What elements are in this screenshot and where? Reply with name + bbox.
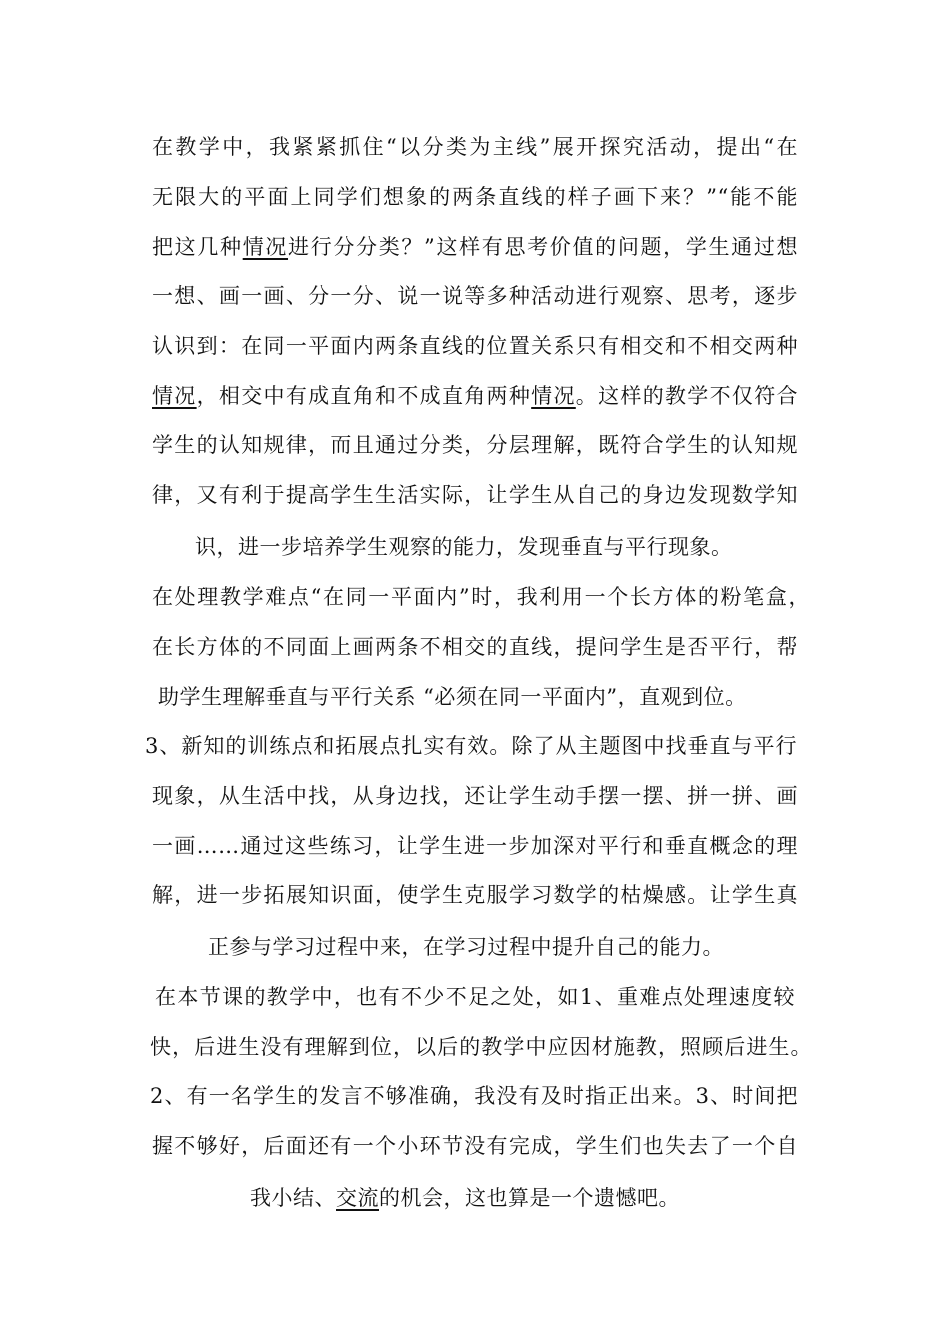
underlined-term: 情况 (531, 384, 576, 408)
text-segment: 无限大的平面上同学们想象的两条直线的样子画下来？”“能不能 (152, 185, 798, 209)
text-line (152, 880, 798, 910)
text-segment: 认识到：在同一平面内两条直线的位置关系只有相交和不相交两种 (152, 334, 798, 358)
text-segment: 的机会，这也算是一个遗憾吧。 (379, 1186, 680, 1210)
underlined-term: 情况 (152, 384, 197, 408)
text-segment: 正参与学习过程中来，在学习过程中提升自己的能力。 (208, 935, 724, 959)
text-line (152, 582, 810, 612)
text-line (152, 182, 798, 212)
text-line (195, 532, 733, 562)
text-segment: 助学生理解垂直与平行关系 “必须在同一平面内”，直观到位。 (158, 685, 747, 709)
text-line (158, 682, 747, 712)
text-line (152, 430, 798, 460)
text-segment: 我小结、 (250, 1186, 336, 1210)
text-line (155, 982, 795, 1012)
text-segment: 2、有一名学生的发言不够准确，我没有及时指正出来。3、时间把 (150, 1084, 798, 1108)
text-line (152, 232, 798, 262)
text-line (152, 1131, 798, 1161)
text-line (150, 1081, 798, 1111)
underlined-term: 情况 (242, 235, 289, 259)
text-segment: 在处理教学难点“在同一平面内”时，我利用一个长方体的粉笔盒， (152, 585, 810, 609)
text-segment: 握不够好，后面还有一个小环节没有完成，学生们也失去了一个自 (152, 1134, 798, 1158)
text-segment: 进行分分类？”这样有思考价值的问题，学生通过想 (288, 235, 799, 259)
text-segment: 把这几种 (152, 235, 243, 259)
text-line (208, 932, 724, 962)
text-line (145, 731, 797, 761)
text-line (152, 381, 798, 411)
text-segment: 3、新知的训练点和拓展点扎实有效。除了从主题图中找垂直与平行 (145, 734, 797, 758)
text-line (152, 480, 798, 510)
text-line (152, 831, 798, 861)
text-line (250, 1183, 680, 1213)
text-segment: 一想、画一画、分一分、说一说等多种活动进行观察、思考，逐步 (152, 284, 798, 308)
text-line (152, 132, 798, 162)
text-segment: 在本节课的教学中，也有不少不足之处，如1、重难点处理速度较 (155, 985, 795, 1009)
text-segment: 一画……通过这些练习，让学生进一步加深对平行和垂直概念的理 (152, 834, 798, 858)
text-line (152, 632, 798, 662)
text-segment: 在长方体的不同面上画两条不相交的直线，提问学生是否平行，帮 (152, 635, 798, 659)
text-segment: 在教学中，我紧紧抓住“以分类为主线”展开探究活动，提出“在 (152, 135, 798, 159)
underlined-term: 交流 (336, 1186, 379, 1210)
text-segment: 识，进一步培养学生观察的能力，发现垂直与平行现象。 (195, 535, 733, 559)
text-segment: 律，又有利于提高学生生活实际，让学生从自己的身边发现数学知 (152, 483, 798, 507)
text-segment: 。这样的教学不仅符合 (575, 384, 799, 408)
text-segment: 解，进一步拓展知识面，使学生克服学习数学的枯燥感。让学生真 (152, 883, 798, 907)
text-segment: 快，后进生没有理解到位，以后的教学中应因材施教，照顾后进生。 (150, 1035, 812, 1059)
text-line (152, 331, 798, 361)
text-line (152, 781, 798, 811)
text-segment: 学生的认知规律，而且通过分类，分层理解，既符合学生的认知规 (152, 433, 798, 457)
text-segment: 现象，从生活中找，从身边找，还让学生动手摆一摆、拼一拼、画 (152, 784, 798, 808)
text-line (152, 281, 798, 311)
text-line (150, 1032, 812, 1062)
text-segment: ，相交中有成直角和不成直角两种 (196, 384, 532, 408)
